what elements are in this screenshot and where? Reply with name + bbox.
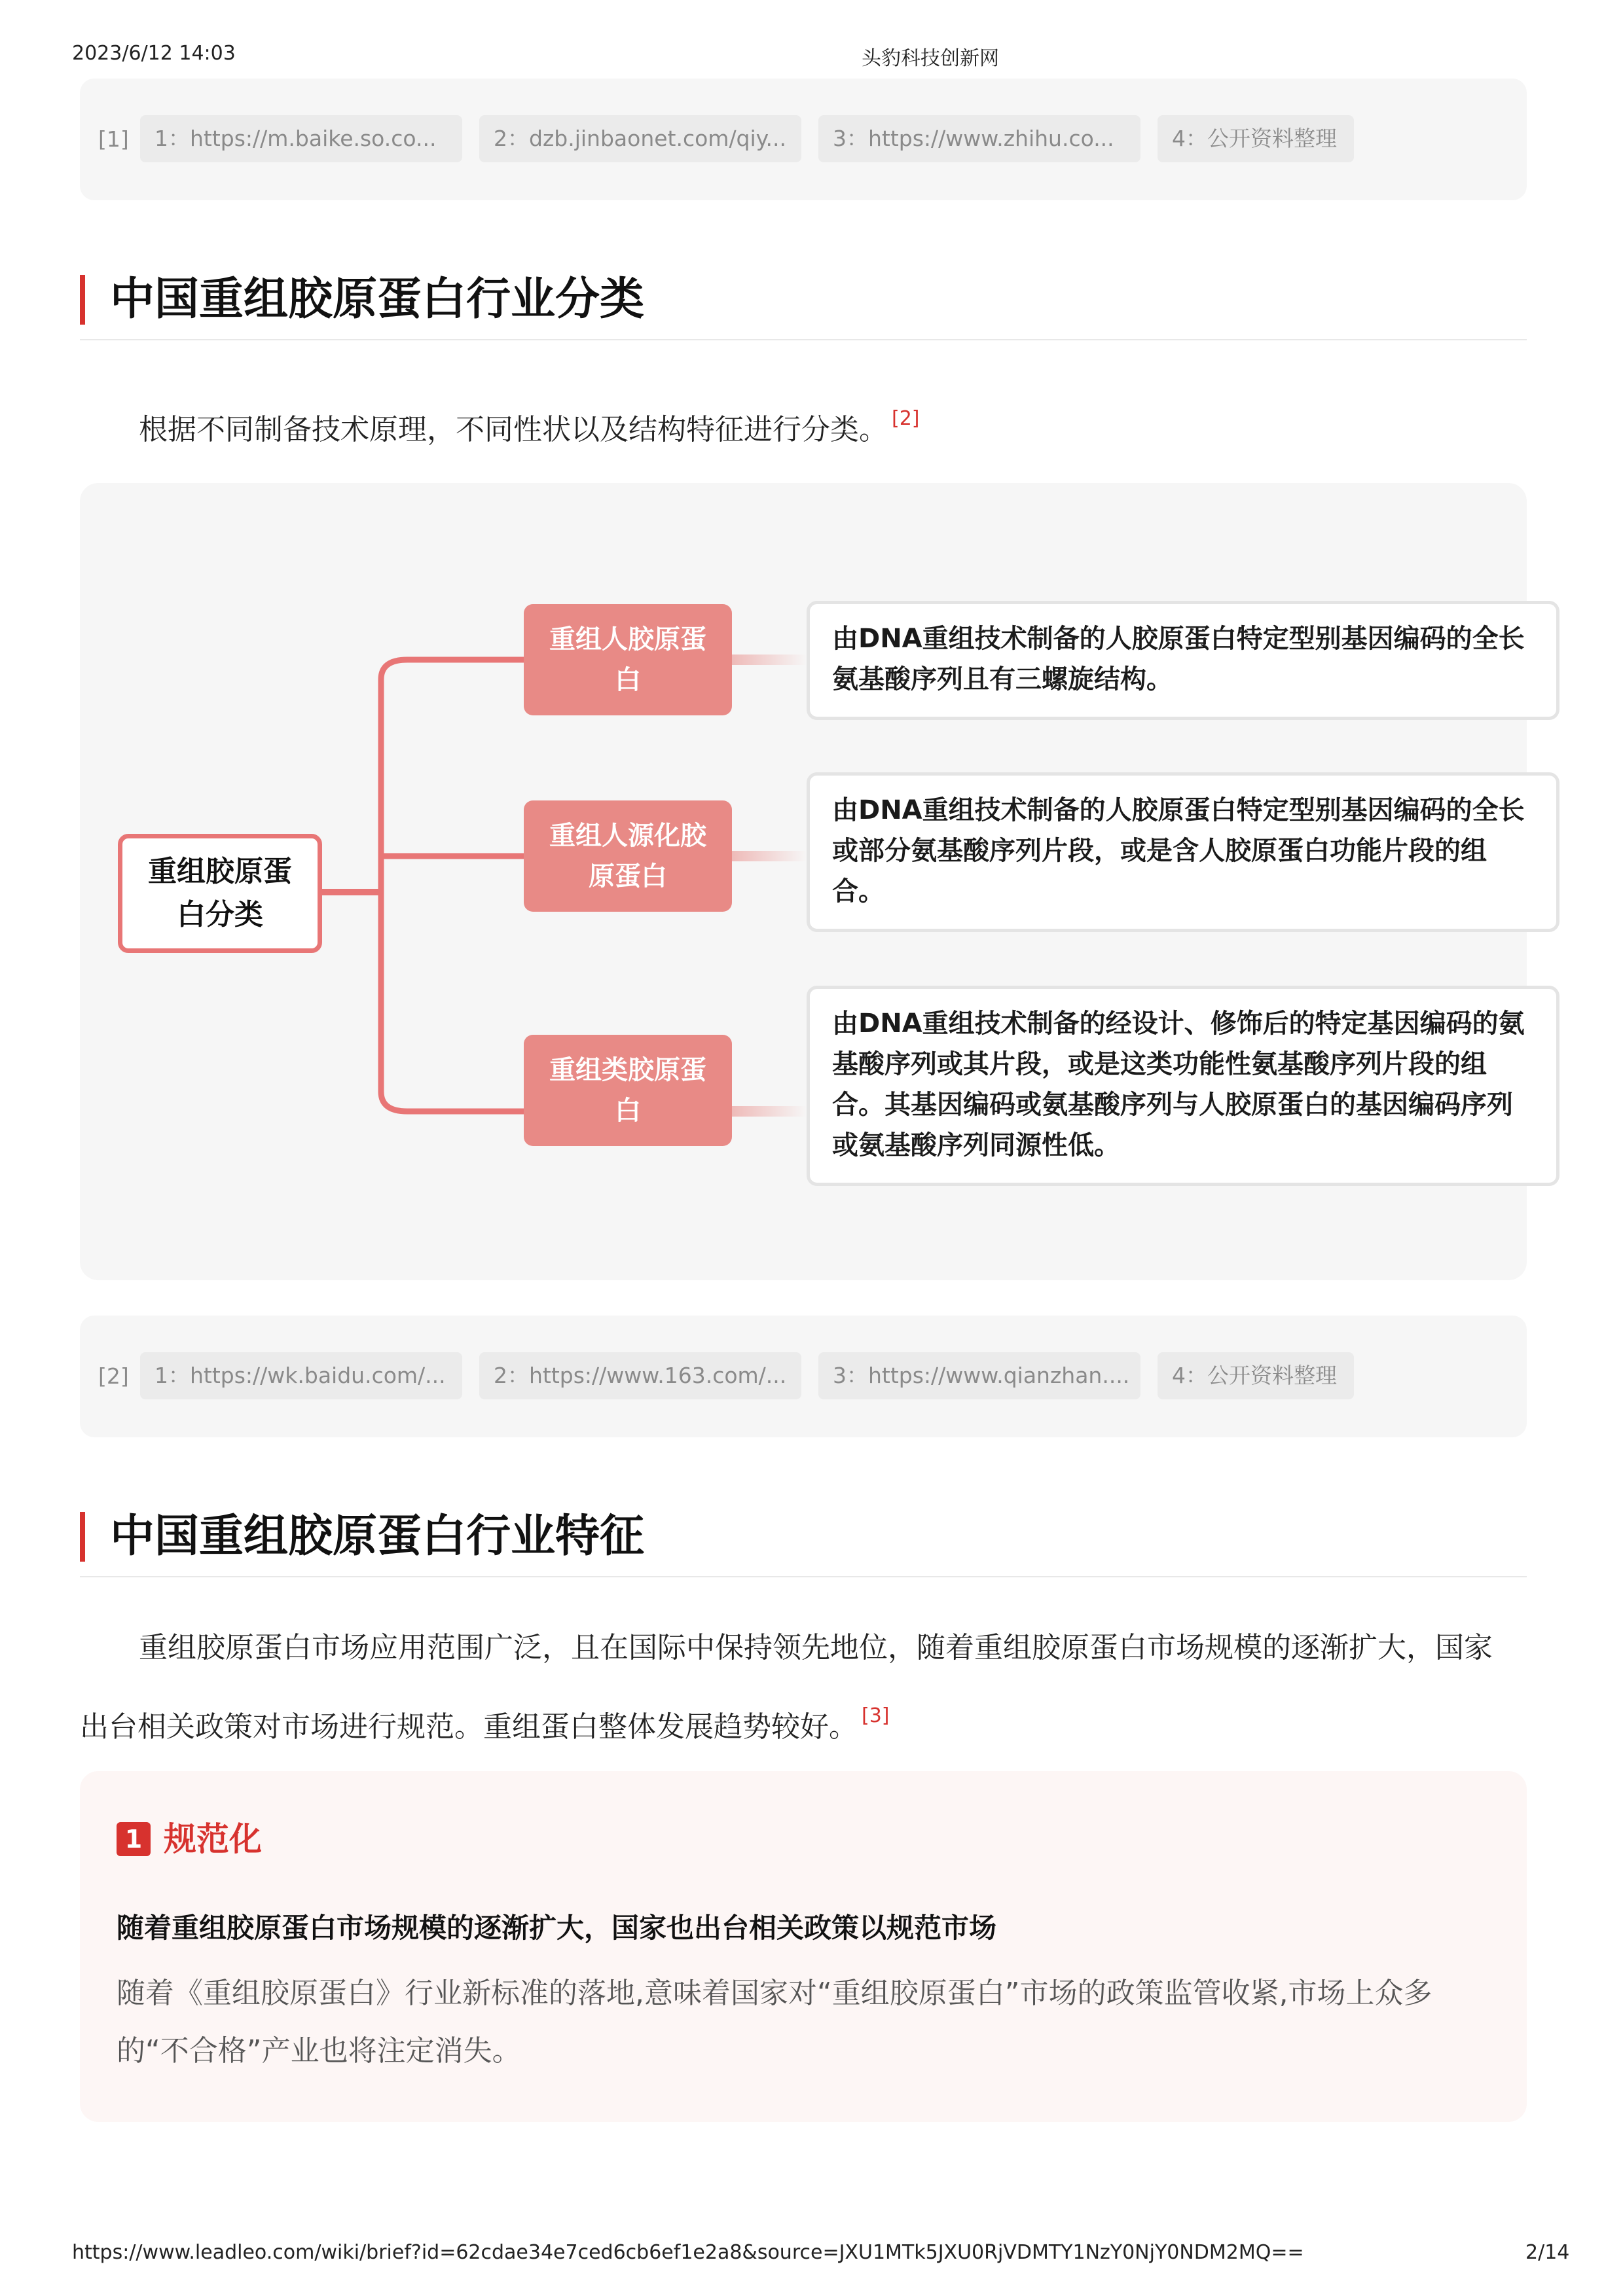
citation-ref[interactable]: [2] (892, 407, 920, 430)
connector-branch-3 (381, 892, 524, 1111)
link-fade-1 (732, 655, 807, 665)
reference-chip-4[interactable]: 4：公开资料整理 (1158, 115, 1354, 162)
link-fade-3 (732, 1106, 807, 1117)
section-title: 中国重组胶原蛋白行业分类 (110, 274, 645, 325)
section-heading-characteristics (80, 1504, 1527, 1577)
feature-subtitle: 随着重组胶原蛋白市场规模的逐渐扩大，国家也出台相关政策以规范市场 (117, 1912, 997, 1944)
reference-chip-2[interactable]: 2：https://www.163.com/... (479, 1352, 801, 1399)
heading-accent-bar (80, 1512, 85, 1562)
category-node-humanized-collagen: 重组人源化胶原蛋白 (524, 800, 732, 912)
intro-text: 根据不同制备技术原理，不同性状以及结构特征进行分类。 (139, 413, 888, 446)
category-node-collagen-like: 重组类胶原蛋白 (524, 1035, 732, 1146)
reference-block-2 (80, 1316, 1527, 1437)
reference-chip-1[interactable]: 1：https://m.baike.so.co... (140, 115, 462, 162)
print-page-number: 2/14 (1525, 2241, 1570, 2264)
description-node-humanized-collagen: 由DNA重组技术制备的人胶原蛋白特定型别基因编码的全长或部分氨基酸序列片段，或是含人胶原蛋白功能片段的组合。 (807, 772, 1559, 932)
section-intro (139, 385, 920, 464)
citation-ref[interactable]: [3] (862, 1704, 890, 1727)
section-title: 中国重组胶原蛋白行业特征 (110, 1511, 645, 1562)
reference-number: [2] (98, 1363, 129, 1389)
reference-chip-2[interactable]: 2：dzb.jinbaonet.com/qiy... (479, 115, 801, 162)
link-fade-2 (732, 851, 807, 861)
section-heading-classification (80, 267, 1527, 340)
reference-chip-3[interactable]: 3：https://www.qianzhan.... (818, 1352, 1140, 1399)
category-node-human-collagen: 重组人胶原蛋白 (524, 604, 732, 715)
print-footer-url: https://www.leadleo.com/wiki/brief?id=62cdae34e7ced6cb6ef1e2a8&source=JXU1MTk5JXU0RjVDMTY1NzY0NjY0NDM2MQ== (72, 2241, 1304, 2264)
reference-chip-4[interactable]: 4：公开资料整理 (1158, 1352, 1354, 1399)
reference-block-1 (80, 79, 1527, 200)
reference-number: [1] (98, 126, 129, 152)
intro-text: 出台相关政策对市场进行规范。重组蛋白整体发展趋势较好。 (80, 1710, 858, 1744)
feature-number-badge: 1 (117, 1822, 151, 1856)
feature-card-standardization (80, 1771, 1527, 2122)
heading-accent-bar (80, 275, 85, 325)
classification-diagram (80, 483, 1527, 1280)
feature-title: 规范化 (164, 1820, 262, 1858)
section-intro-line-1: 重组胶原蛋白市场应用范围广泛，且在国际中保持领先地位，随着重组胶原蛋白市场规模的逐渐扩大，国家 (139, 1631, 1493, 1664)
reference-chip-3[interactable]: 3：https://www.zhihu.co... (818, 115, 1140, 162)
description-node-human-collagen: 由DNA重组技术制备的人胶原蛋白特定型别基因编码的全长氨基酸序列且有三螺旋结构。 (807, 601, 1559, 720)
diagram-root-node: 重组胶原蛋白分类 (118, 834, 322, 953)
section-intro-line-2 (80, 1682, 890, 1761)
reference-chip-1[interactable]: 1：https://wk.baidu.com/... (140, 1352, 462, 1399)
description-node-collagen-like: 由DNA重组技术制备的经设计、修饰后的特定基因编码的氨基酸序列或其片段，或是这类功能性氨基酸序列片段的组合。其基因编码或氨基酸序列与人胶原蛋白的基因编码序列或氨基酸序列同源性低。 (807, 986, 1559, 1186)
print-datetime: 2023/6/12 14:03 (72, 42, 236, 65)
print-site-name: 头豹科技创新网 (862, 47, 999, 70)
feature-body: 随着《重组胶原蛋白》行业新标准的落地,意味着国家对“重组胶原蛋白”市场的政策监管收紧,市场上众多的“不合格”产业也将注定消失。 (117, 1977, 1432, 2068)
